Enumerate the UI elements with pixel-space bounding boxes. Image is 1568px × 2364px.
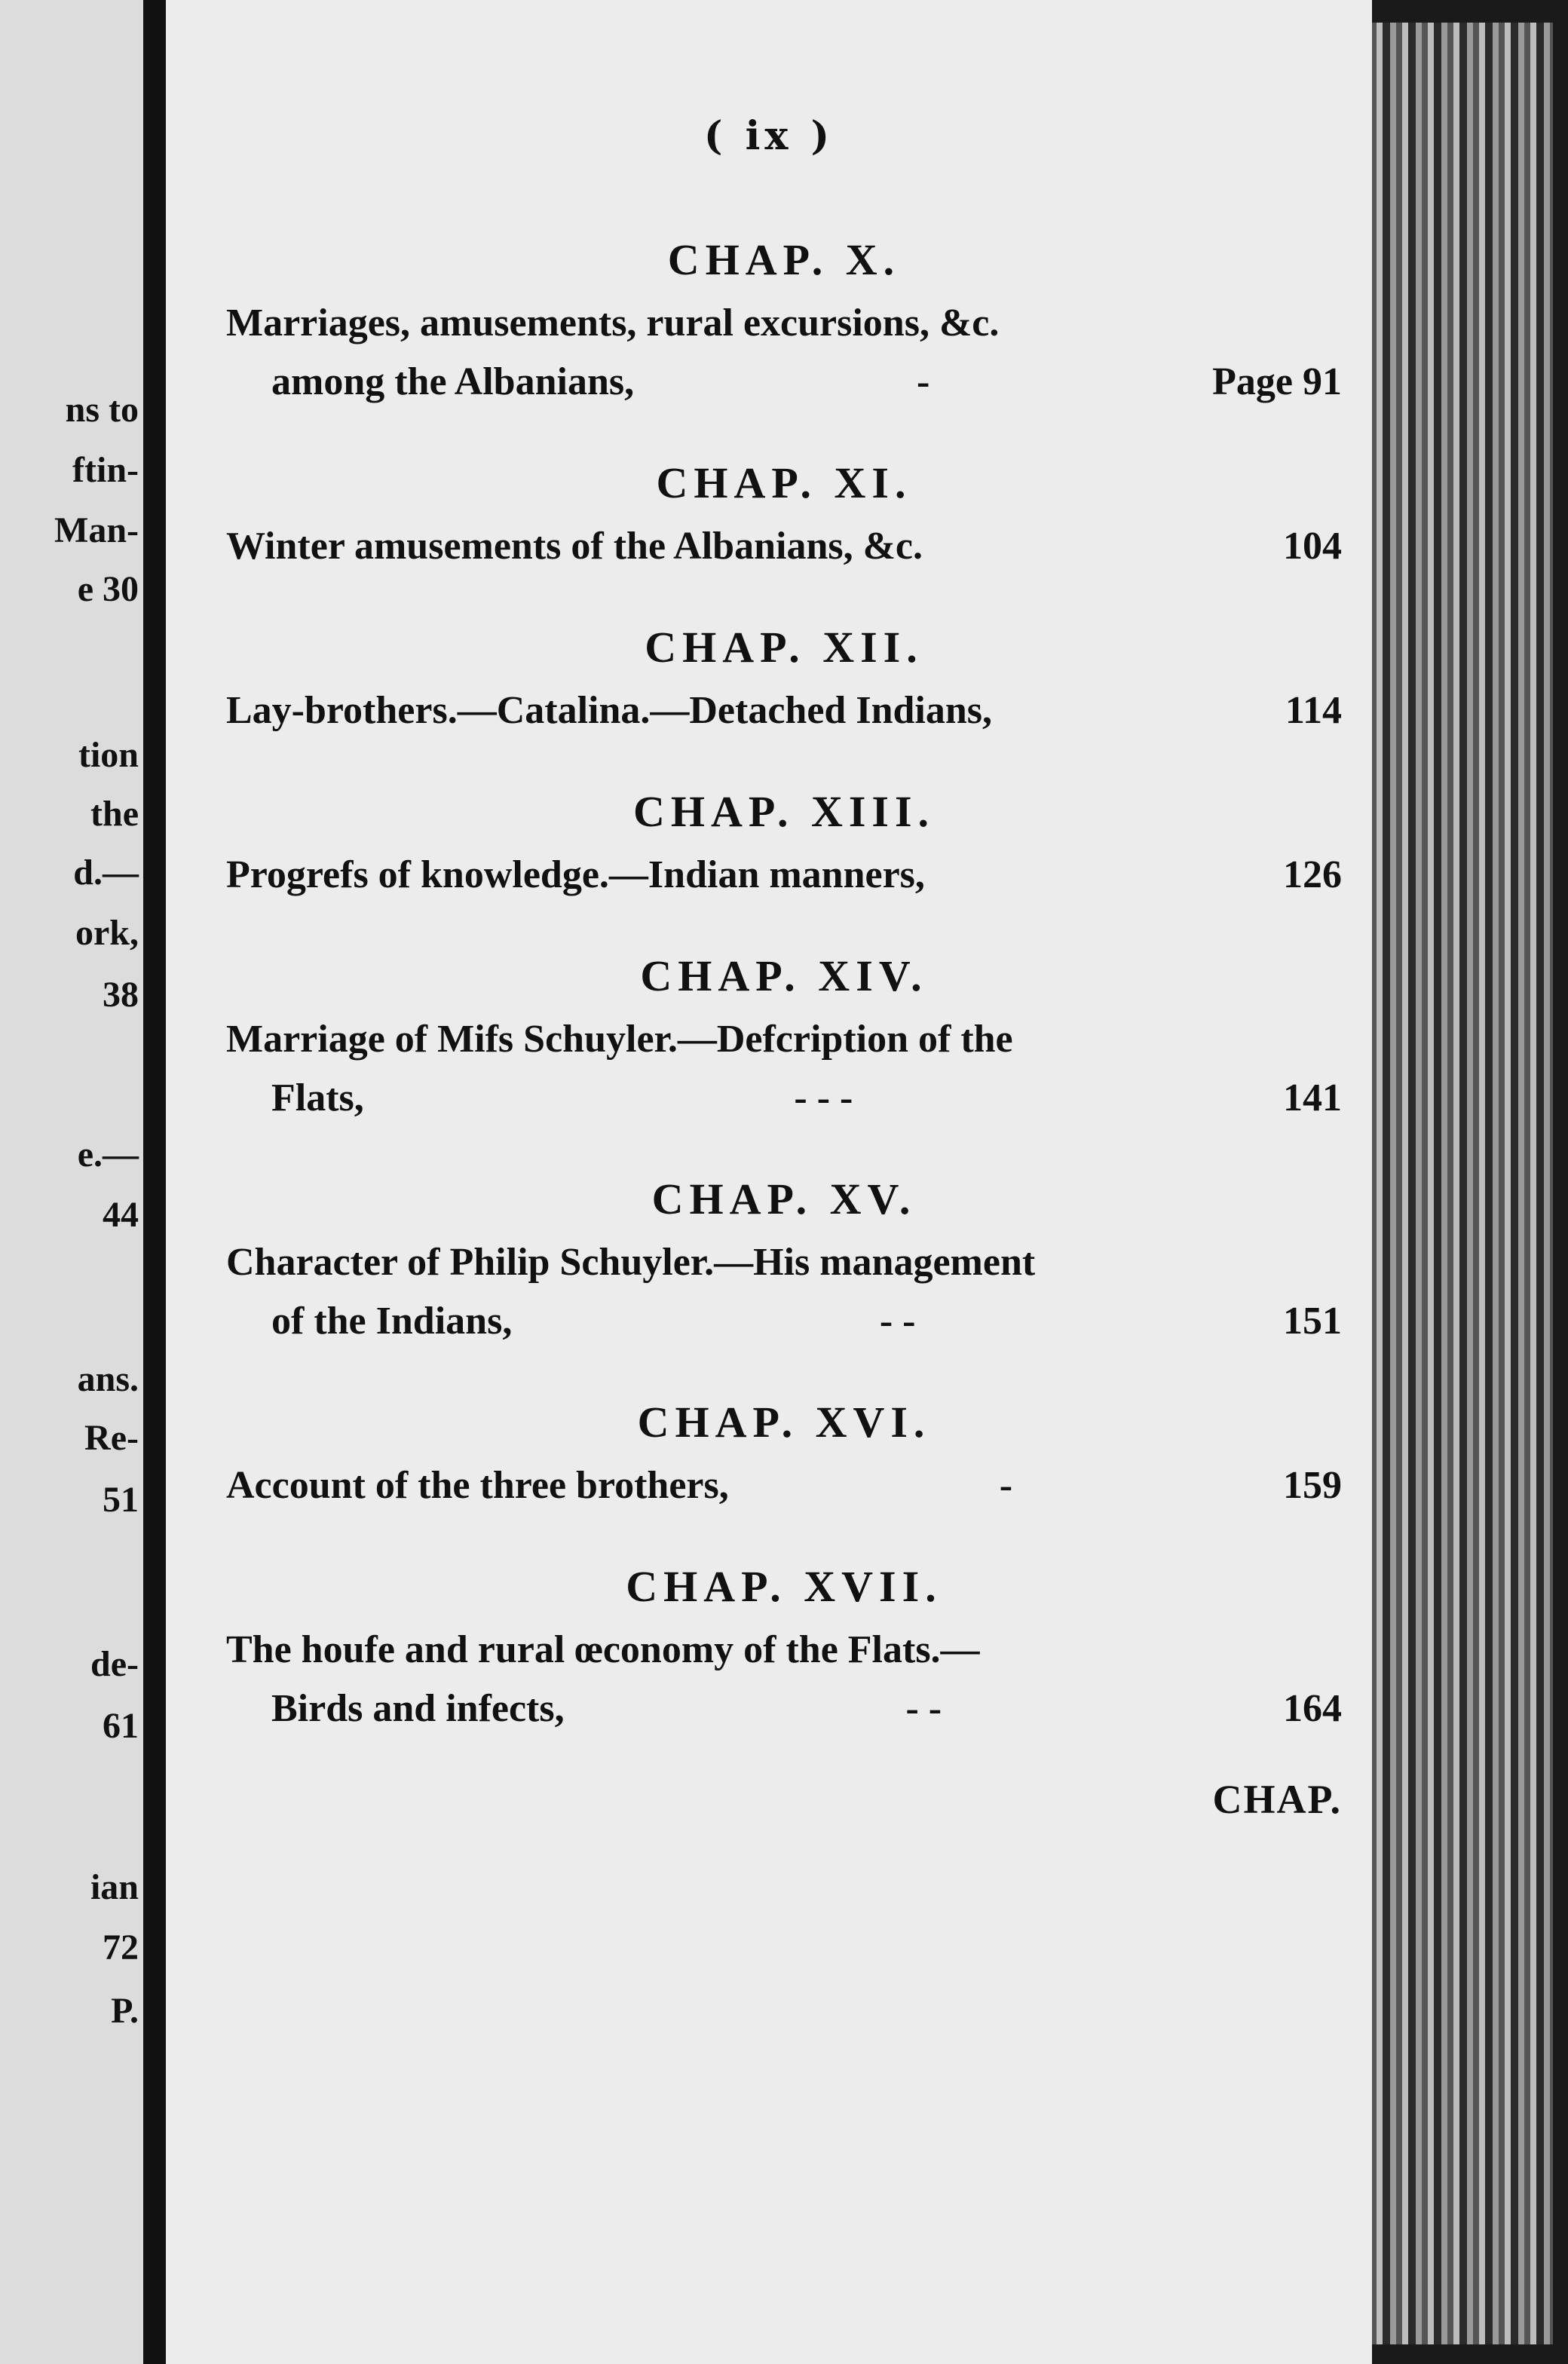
page-ref: 126 [1283, 853, 1342, 896]
chapter-heading: CHAP. XV. [651, 1174, 917, 1223]
entry-title: The houfe and rural œconomy of the Flats.— [226, 1628, 980, 1671]
book-gutter [143, 0, 166, 2364]
page-ref: 151 [1282, 1300, 1342, 1343]
entry-line [226, 1456, 1342, 1515]
page-ref: 141 [1283, 1076, 1342, 1119]
facing-text: tion [78, 735, 139, 775]
page-ref: 114 [1285, 689, 1342, 732]
facing-page-fragment [0, 0, 151, 2364]
chapter-heading: CHAP. XVI. [637, 1398, 931, 1447]
leader-dashes: - [916, 360, 930, 403]
chapter-entry [226, 294, 1342, 412]
entry-title: Account of the three brothers, [226, 1464, 729, 1507]
leader-dashes: - - [879, 1300, 916, 1343]
chapter-heading: CHAP. XII. [645, 623, 923, 672]
facing-text: ian [90, 1867, 139, 1907]
chapter-heading: CHAP. X. [667, 235, 901, 284]
facing-text: P. [111, 1991, 139, 2031]
entry-line [226, 846, 1342, 905]
entry-line [226, 1292, 1342, 1351]
chapter-entry [226, 517, 1342, 576]
facing-text: 51 [103, 1480, 139, 1520]
entry-line [226, 294, 1342, 353]
entry-title: Character of Philip Schuyler.—His management [226, 1241, 1036, 1284]
facing-text: ns to [65, 390, 139, 430]
facing-text: 38 [103, 975, 139, 1015]
catchword: CHAP. [1212, 1777, 1342, 1822]
entry-title: Marriages, amusements, rural excursions, &c. [226, 302, 1000, 344]
page-ref: 104 [1283, 525, 1342, 568]
entry-title-cont: of the Indians, [271, 1300, 513, 1343]
facing-text: de- [90, 1644, 139, 1684]
contents-page [166, 0, 1372, 2364]
chapter-heading: CHAP. XIV. [640, 951, 928, 1000]
facing-text: Re- [84, 1418, 139, 1458]
chapter-entry [226, 1621, 1342, 1738]
entry-line [226, 1233, 1342, 1292]
facing-text: e 30 [77, 569, 139, 609]
chapter-heading: CHAP. XI. [656, 458, 912, 507]
facing-text: 44 [103, 1195, 139, 1235]
facing-text: 61 [103, 1706, 139, 1746]
page-number: ( ix ) [703, 113, 835, 159]
entry-line [226, 1680, 1342, 1738]
facing-text: e.— [77, 1135, 139, 1174]
entry-title-cont: Flats, [271, 1076, 364, 1119]
page-ref: 164 [1283, 1687, 1342, 1730]
entry-line [226, 353, 1342, 412]
entry-title: Lay-brothers.—Catalina.—Detached Indians, [226, 689, 993, 732]
entry-line [226, 1069, 1342, 1128]
leader-dashes: - - [905, 1687, 942, 1730]
page-edges [1357, 23, 1553, 2344]
entry-title: Winter amusements of the Albanians, &c. [226, 525, 923, 568]
chapter-heading: CHAP. XVII. [626, 1562, 942, 1611]
entry-line [226, 681, 1342, 740]
entry-title-cont: Birds and infects, [271, 1687, 565, 1730]
table-of-contents [226, 226, 1342, 1823]
entry-line [226, 1010, 1342, 1069]
leader-dashes: - - - [794, 1076, 853, 1119]
facing-text: ftin- [72, 450, 139, 490]
facing-text: Man- [54, 510, 139, 550]
page-ref: 159 [1283, 1464, 1342, 1507]
leader-dashes: - [999, 1464, 1013, 1507]
facing-text: the [90, 794, 139, 834]
entry-title-cont: among the Albanians, [271, 360, 635, 403]
chapter-entry [226, 846, 1342, 905]
chapter-heading: CHAP. XIII. [632, 787, 936, 836]
facing-text: ans. [77, 1359, 139, 1399]
facing-text: ork, [75, 913, 139, 953]
chapter-entry [226, 681, 1342, 740]
facing-text: d.— [73, 853, 139, 893]
chapter-entry [226, 1010, 1342, 1128]
chapter-entry [226, 1233, 1342, 1351]
entry-line [226, 1621, 1342, 1680]
facing-text: 72 [103, 1928, 139, 1967]
entry-title: Marriage of Mifs Schuyler.—Defcription of the [226, 1018, 1013, 1061]
entry-title: Progrefs of knowledge.—Indian manners, [226, 853, 925, 896]
entry-line [226, 517, 1342, 576]
chapter-entry [226, 1456, 1342, 1515]
page-ref: Page 91 [1212, 360, 1342, 403]
